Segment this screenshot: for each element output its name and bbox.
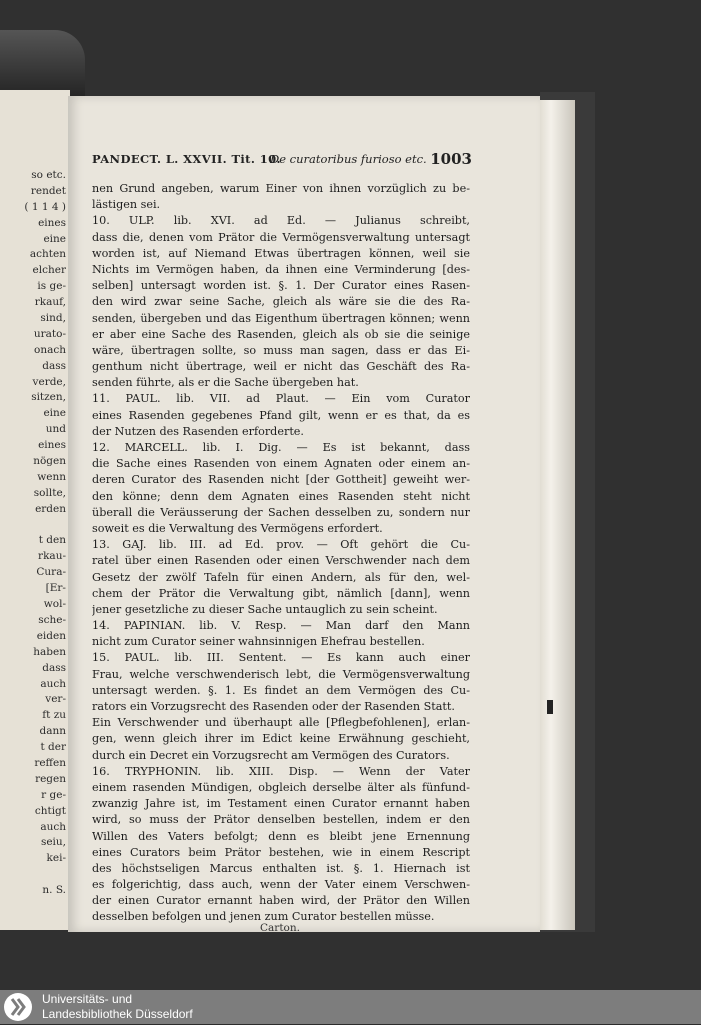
text-line: untersagt werden. §. 1. Es findet an dem Vermögen des Cu- — [92, 683, 470, 697]
text-line: 12. MARCELL. lib. I. Dig. — Es ist bekannt, dass — [92, 441, 470, 454]
left-text-fragment: eines — [38, 216, 66, 229]
text-line: zwanzig Jahre ist, im Testament einen Curator ernannt haben — [92, 797, 470, 811]
left-text-fragment: t den — [38, 534, 66, 547]
text-line: den wird zwar seine Sache, gleich als wäre sie die des Ra- — [92, 295, 470, 309]
left-page-text — [0, 168, 66, 899]
left-text-fragment: eine — [43, 407, 66, 420]
text-line: worden ist, auf Niemand Etwas übertragen können, weil sie — [92, 246, 470, 260]
text-line: gen, wenn gleich ihrer im Edict keine Erwähnung geschieht, — [92, 732, 470, 746]
text-line: nen Grund angeben, warum Einer von ihnen vorzüglich zu be- — [92, 182, 470, 195]
text-line: 14. PAPINIAN. lib. V. Resp. — Man darf den Mann — [92, 619, 470, 633]
left-text-fragment: eiden — [36, 629, 66, 642]
text-line: 10. ULP. lib. XVI. ad Ed. — Julianus schreibt, — [92, 214, 470, 228]
text-line: einem rasenden Mündigen, obgleich derselbe älter als fünfund- — [92, 780, 470, 794]
text-line: durch ein Decret ein Vorzugsrecht am Vermögen des Curators. — [92, 748, 450, 762]
left-text-fragment: erden — [35, 502, 66, 515]
left-text-fragment: und — [45, 423, 66, 436]
left-text-fragment: reffen — [34, 756, 66, 769]
left-text-fragment — [0, 518, 66, 534]
left-text-fragment: kei- — [46, 852, 66, 865]
left-text-fragment: dann — [39, 725, 66, 738]
text-line: Ein Verschwender und überhaupt alle [Pflegbefohlenen], erlan- — [92, 716, 470, 730]
text-line: nicht zum Curator seiner wahnsinnigen Ehefrau bestellen. — [92, 635, 425, 649]
left-text-fragment: onach — [34, 343, 66, 356]
left-text-fragment: sitzen, — [31, 391, 66, 404]
left-text-fragment: auch — [40, 820, 66, 833]
left-text-fragment: sollte, — [33, 486, 66, 499]
text-line: wäre, übertragen sollte, so muss man sagen, dass er das Ei- — [92, 343, 470, 357]
text-line: den könne; denn dem Agnaten eines Rasenden steht nicht — [92, 489, 470, 503]
text-line: der einen Curator ernannt haben wird, der Prätor den Willen — [92, 894, 470, 908]
left-page — [0, 90, 70, 930]
left-text-fragment: rkauf, — [34, 296, 66, 309]
footer-catchword: Carton. — [260, 922, 300, 934]
library-name[interactable] — [42, 992, 193, 1022]
header-left: PANDECT. L. XXVII. Tit. 10. — [92, 152, 281, 166]
text-line: senden führte, als er die Sache übergeben hat. — [92, 376, 359, 390]
left-text-fragment: eines — [38, 439, 66, 452]
left-text-fragment: regen — [35, 772, 66, 785]
left-text-fragment: auch — [40, 677, 66, 690]
text-line: rators ein Vorzugsrecht des Rasenden oder der Rasenden Statt. — [92, 700, 455, 713]
text-line: wird, so muss der Prätor denselben bestellen, indem er den — [92, 813, 470, 827]
text-line: der Nutzen des Rasenden erforderte. — [92, 424, 304, 438]
left-text-fragment: wol- — [43, 598, 66, 611]
left-text-fragment: Cura- — [36, 566, 66, 579]
text-line: eines Rasenden gegebenes Pfand gilt, wenn er es that, da es — [92, 408, 470, 422]
left-text-fragment: seiu, — [40, 836, 66, 849]
header-title: De curatoribus furioso etc. — [270, 152, 427, 166]
running-header — [92, 150, 472, 170]
text-line: überall die Veräusserung der Sachen desselben zu, sondern nur — [92, 505, 470, 519]
left-text-fragment: r ge- — [41, 788, 66, 801]
left-text-fragment: achten — [29, 248, 66, 261]
left-text-fragment: sind, — [40, 312, 66, 325]
ulb-logo-icon[interactable] — [4, 993, 32, 1021]
text-line: senden, übergeben und das Eigenthum übertragen können; wenn — [92, 311, 470, 325]
text-line: er aber eine Sache des Rasenden, gleich als ob sie die seinige — [92, 327, 470, 341]
left-text-fragment: sche- — [38, 613, 66, 626]
left-text-fragment: ver- — [45, 693, 66, 706]
text-line: genthum nicht übertrage, weil er nicht das Geschäft des Ra- — [92, 360, 470, 374]
text-line: lästigen sei. — [92, 198, 161, 212]
left-text-fragment: ft zu — [42, 709, 66, 722]
text-line: dass die, denen vom Prätor die Vermögensverwaltung untersagt — [92, 230, 470, 244]
left-text-fragment: ( 1 1 4 ) — [24, 200, 66, 213]
text-line: des höchstseligen Marcus enthalten ist. §. 1. Hiernach ist — [92, 861, 470, 875]
margin-mark — [547, 700, 553, 714]
page-body — [92, 181, 470, 926]
text-line: 15. PAUL. lib. III. Sentent. — Es kann auch einer — [92, 651, 470, 665]
library-footer-bar — [0, 990, 701, 1024]
page-number: 1003 — [430, 150, 472, 168]
left-text-fragment: t der — [40, 741, 66, 754]
text-line: 16. TRYPHONIN. lib. XIII. Disp. — Wenn der Vater — [92, 764, 470, 778]
library-name-line1: Universitäts- und — [42, 992, 133, 1006]
left-text-fragment: haben — [33, 645, 66, 658]
text-line: die Sache eines Rasenden von einem Agnaten oder einem an- — [92, 457, 470, 471]
left-text-fragment: verde, — [32, 375, 66, 388]
library-name-line2: Landesbibliothek Düsseldorf — [42, 1007, 193, 1021]
text-line: eines Curators beim Prätor bestehen, wie in einem Rescript — [92, 845, 470, 859]
left-text-fragment: wenn — [37, 470, 66, 483]
left-text-fragment: is ge- — [37, 280, 66, 293]
text-line: chem der Prätor die Verwaltung gibt, nämlich [dann], wenn — [92, 586, 470, 600]
left-text-fragment: nögen — [33, 455, 66, 468]
text-line: es folgerichtig, dass auch, wenn der Vater einem Verschwen- — [92, 878, 470, 892]
text-line: jener gesetzliche zu dieser Sache untauglich zu sein scheint. — [92, 602, 438, 616]
left-text-fragment: dass — [42, 359, 66, 372]
text-line: selben] untersagt worden ist. §. 1. Der Curator eines Rasen- — [92, 279, 470, 293]
left-text-fragment: so etc. — [31, 169, 66, 181]
left-text-fragment: elcher — [32, 264, 66, 277]
text-line: 11. PAUL. lib. VII. ad Plaut. — Ein vom Curator — [92, 392, 470, 406]
text-line: deren Curator des Rasenden nicht [der Gottheit] geweiht wer- — [92, 473, 470, 487]
text-line: 13. GAJ. lib. III. ad Ed. prov. — Oft gehört die Cu- — [92, 538, 470, 552]
text-line: Willen des Vaters befolgt; denn es bleibt jene Ernennung — [92, 829, 470, 843]
text-line: Nichts im Vermögen haben, da ihnen eine Verminderung [des- — [92, 262, 470, 276]
left-text-fragment: rendet — [30, 184, 66, 197]
text-line: ratel über einen Rasenden oder einen Verschwender nach dem — [92, 554, 470, 568]
text-line: Frau, welche verschwenderisch lebt, die Vermögensverwaltung — [92, 667, 470, 681]
text-line: soweit es die Verwaltung des Vermögens erfordert. — [92, 521, 383, 535]
left-text-fragment: rkau- — [38, 550, 66, 563]
left-text-fragment: n. S. — [42, 884, 66, 897]
text-line: Gesetz der zwölf Tafeln für einen Andern, als für den, wel- — [92, 570, 470, 584]
left-text-fragment: [Er- — [45, 582, 66, 595]
left-text-fragment: dass — [42, 661, 66, 674]
left-text-fragment: eine — [43, 232, 66, 245]
text-line: desselben befolgen und jenen zum Curator bestellen müsse. — [92, 910, 435, 924]
left-text-fragment: urato- — [33, 327, 66, 340]
left-text-fragment: chtigt — [34, 804, 66, 817]
page-edges — [535, 100, 575, 930]
left-text-fragment — [0, 867, 66, 883]
